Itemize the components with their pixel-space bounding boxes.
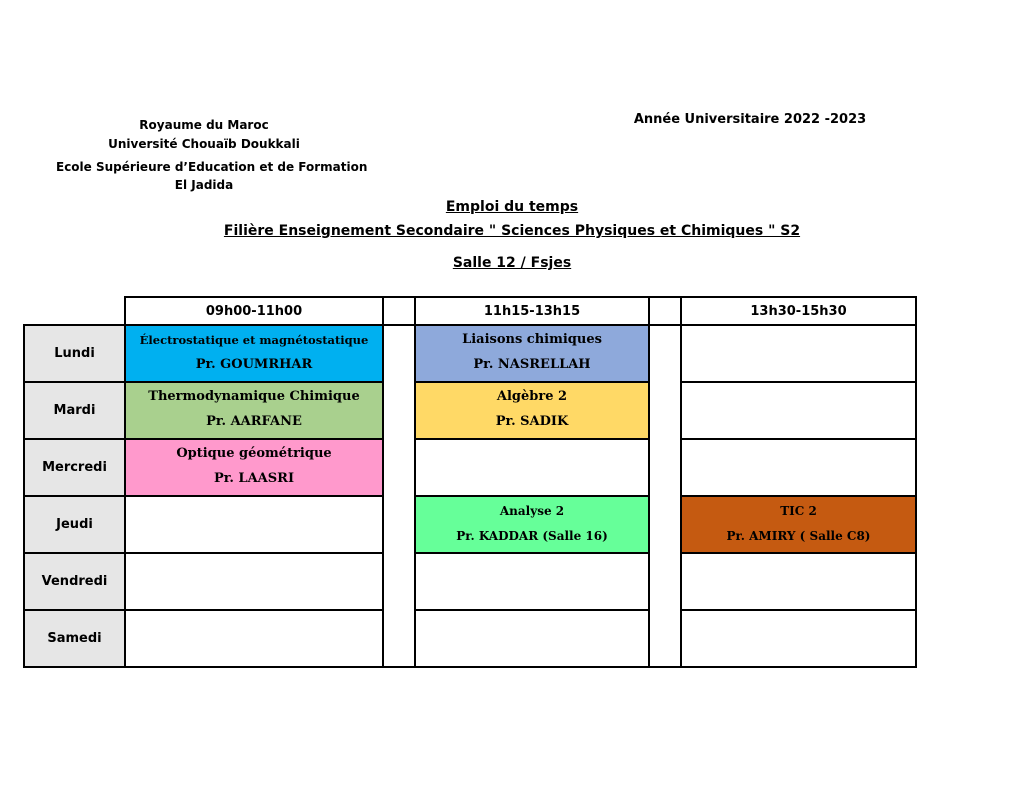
empty-slot[interactable] <box>124 495 384 554</box>
course-cell[interactable] <box>680 495 917 554</box>
course-professor: Pr. NASRELLAH <box>473 356 591 372</box>
course-cell[interactable] <box>414 495 650 554</box>
course-title: Liaisons chimiques <box>462 332 602 348</box>
empty-slot[interactable] <box>680 552 917 611</box>
course-professor: Pr. SADIK <box>495 413 569 429</box>
day-label-mardi: Mardi <box>23 381 126 440</box>
empty-slot[interactable] <box>124 609 384 668</box>
course-professor: Pr. KADDAR (Salle 16) <box>456 528 608 543</box>
empty-slot[interactable] <box>680 324 917 383</box>
program-title: Filière Enseignement Secondaire " Sciences Physiques et Chimiques " S2 <box>223 223 801 239</box>
day-label-mercredi: Mercredi <box>23 438 126 497</box>
spacer-header-2 <box>648 296 682 326</box>
course-cell[interactable] <box>124 438 384 497</box>
course-title: Algèbre 2 <box>496 389 568 405</box>
day-label-jeudi: Jeudi <box>23 495 126 554</box>
spacer-header-1 <box>382 296 416 326</box>
page-title: Emploi du temps <box>445 199 579 215</box>
course-cell[interactable] <box>414 324 650 383</box>
room-title: Salle 12 / Fsjes <box>452 255 572 271</box>
course-title: Électrostatique et magnétostatique <box>139 333 369 348</box>
course-title: Thermodynamique Chimique <box>148 389 360 405</box>
empty-slot[interactable] <box>414 438 650 497</box>
empty-slot[interactable] <box>680 381 917 440</box>
empty-slot[interactable] <box>680 438 917 497</box>
day-label-samedi: Samedi <box>23 609 126 668</box>
course-professor: Pr. LAASRI <box>213 470 295 486</box>
empty-slot[interactable] <box>414 609 650 668</box>
course-title: Optique géométrique <box>176 446 332 462</box>
university-name: Université Chouaïb Doukkali <box>108 137 300 151</box>
course-title: Analyse 2 <box>499 504 565 519</box>
time-slot-header-2: 11h15-13h15 <box>414 296 650 326</box>
spacer-column-2 <box>648 324 682 668</box>
course-cell[interactable] <box>414 381 650 440</box>
time-slot-header-3: 13h30-15h30 <box>680 296 917 326</box>
kingdom-name: Royaume du Maroc <box>139 118 269 132</box>
time-slot-header-1: 09h00-11h00 <box>124 296 384 326</box>
empty-slot[interactable] <box>414 552 650 611</box>
empty-slot[interactable] <box>680 609 917 668</box>
course-professor: Pr. GOUMRHAR <box>195 356 313 372</box>
school-name: Ecole Supérieure d’Education et de Formation <box>56 160 368 174</box>
course-title: TIC 2 <box>780 504 817 519</box>
day-label-lundi: Lundi <box>23 324 126 383</box>
course-cell[interactable] <box>124 324 384 383</box>
course-cell[interactable] <box>124 381 384 440</box>
empty-slot[interactable] <box>124 552 384 611</box>
day-label-vendredi: Vendredi <box>23 552 126 611</box>
course-professor: Pr. AARFANE <box>206 413 302 429</box>
academic-year: Année Universitaire 2022 -2023 <box>633 112 867 127</box>
course-professor: Pr. AMIRY ( Salle C8) <box>726 528 871 543</box>
spacer-column-1 <box>382 324 416 668</box>
city-name: El Jadida <box>174 178 234 192</box>
